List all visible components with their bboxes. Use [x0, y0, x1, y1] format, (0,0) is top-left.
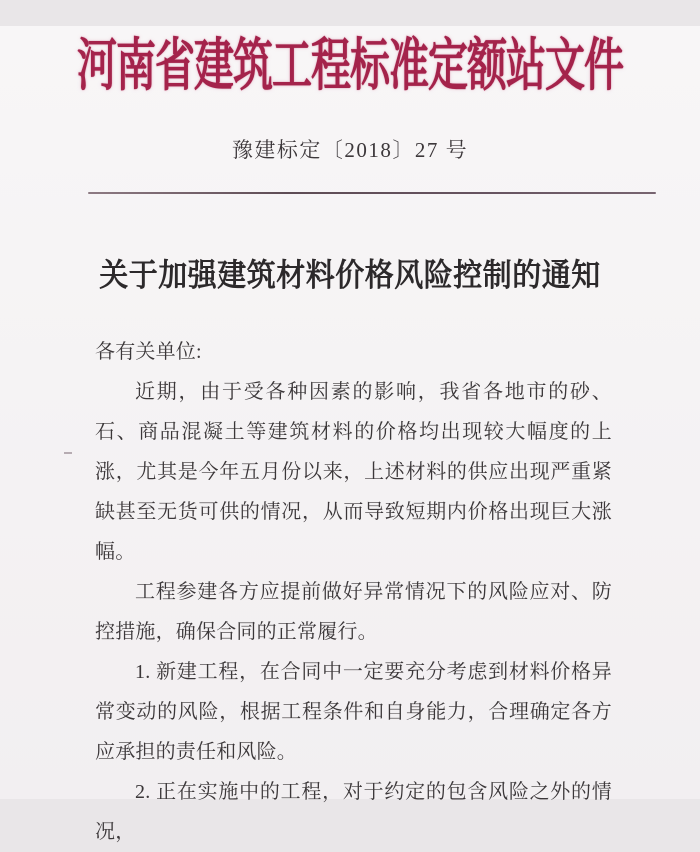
notice-paragraph-4: 2. 正在实施中的工程，对于约定的包含风险之外的情况，	[95, 781, 612, 843]
scan-artifact-mark	[64, 452, 72, 454]
document-page	[0, 26, 700, 843]
document-number: 豫建标定〔2018〕27 号	[231, 138, 469, 162]
notice-body	[95, 332, 612, 852]
salutation: 各有关单位:	[95, 341, 202, 363]
letterhead-divider-line	[88, 192, 656, 194]
notice-paragraph-3: 1. 新建工程，在合同中一定要充分考虑到材料价格异常变动的风险，根据工程条件和自身能力，合理确定各方应承担的责任和风险。	[95, 661, 612, 763]
notice-paragraph-1: 近期，由于受各种因素的影响，我省各地市的砂、石、商品混凝土等建筑材料的价格均出现较大幅度的上涨，尤其是今年五月份以来，上述材料的供应出现严重紧缺甚至无货可供的情况，从而导致短期内价格出现巨大涨幅。	[95, 381, 612, 563]
notice-paragraph-2: 工程参建各方应提前做好异常情况下的风险应对、防控措施，确保合同的正常履行。	[95, 581, 612, 643]
notice-title: 关于加强建筑材料价格风险控制的通知	[99, 258, 601, 294]
letterhead-agency-title: 河南省建筑工程标准定额站文件	[77, 33, 623, 98]
